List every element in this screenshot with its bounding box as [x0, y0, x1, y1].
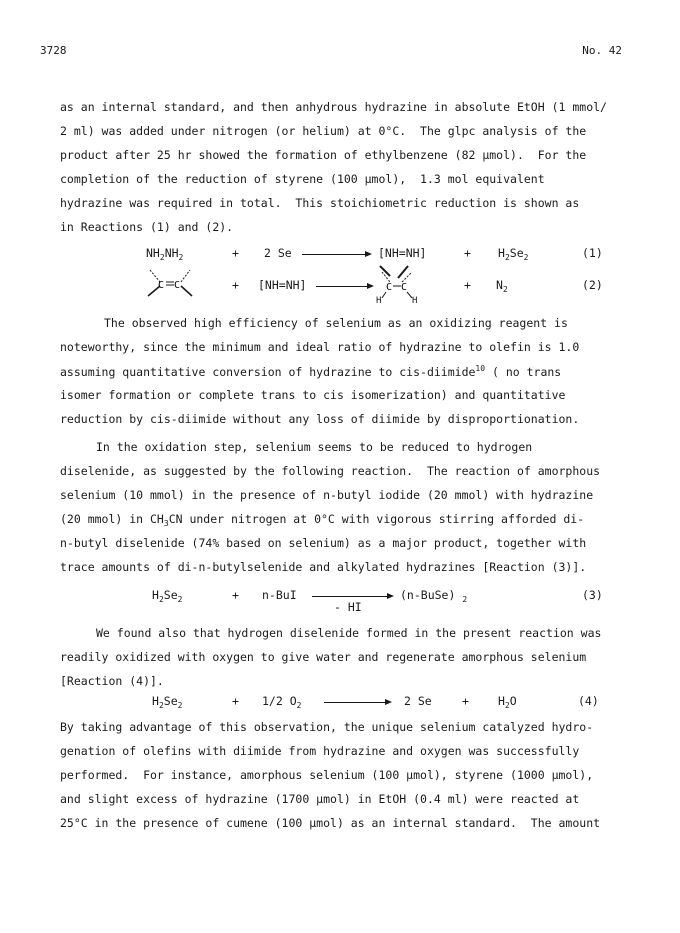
reaction-4-plus: + — [232, 694, 239, 708]
reference-superscript: 10 — [475, 364, 486, 373]
body-line: By taking advantage of this observation, the unique selenium catalyzed hydro- — [60, 720, 594, 734]
body-line: performed. For instance, amorphous selenium (100 μmol), styrene (1000 μmol), — [60, 768, 594, 782]
reaction-4-plus: + — [462, 694, 469, 708]
hydrogen-label-right: H — [412, 296, 418, 306]
reaction-3-label: (3) — [582, 588, 603, 602]
reaction-1-product-1: [NH=NH] — [378, 246, 427, 260]
body-line: reduction by cis-diimide without any loss of diimide by disproportionation. — [60, 412, 580, 426]
reaction-2-plus: + — [464, 278, 471, 292]
reaction-1-plus: + — [464, 246, 471, 260]
reaction-1-reactant-1: $NH_2NH_2$ — [146, 246, 184, 262]
issue-number: No. 42 — [582, 44, 622, 57]
reaction-4-reactant-1: $H_2Se_2$ — [152, 694, 183, 710]
reaction-2-reactant-2: [NH=NH] — [258, 278, 307, 292]
reaction-2-label: (2) — [582, 278, 603, 292]
reaction-1-product-2: $H_2Se_2$ — [498, 246, 529, 262]
body-line: n-butyl diselenide (74% based on selenium) as a major product, together with — [60, 536, 587, 550]
reaction-4-product-1: 2 Se — [404, 694, 432, 708]
body-line: 25°C in the presence of cumene (100 μmol) as an internal standard. The amount — [60, 816, 601, 830]
reaction-3-reactant-1: $H_2Se_2$ — [152, 588, 183, 604]
svg-text:C: C — [401, 282, 408, 293]
reaction-1-reactant-2: 2 Se — [264, 246, 292, 260]
reaction-3-below-arrow: - HI — [334, 600, 362, 614]
reaction-1-plus: + — [232, 246, 239, 260]
body-line: [Reaction (4)]. — [60, 674, 164, 688]
body-line: in Reactions (1) and (2). — [60, 220, 234, 234]
body-line: as an internal standard, and then anhydrous hydrazine in absolute EtOH (1 mmol/ — [60, 100, 607, 114]
reaction-2-plus: + — [232, 278, 239, 292]
body-line: diselenide, as suggested by the following reaction. The reaction of amorphous — [60, 464, 601, 478]
body-line: assuming quantitative conversion of hydrazine to cis-diimide$^{10}$ ( no trans — [60, 364, 562, 379]
reaction-4-reactant-2: 1/2 $O_2$ — [262, 694, 302, 710]
body-line: product after 25 hr showed the formation of ethylbenzene (82 μmol). For the — [60, 148, 587, 162]
body-line: and slight excess of hydrazine (1700 μmol) in EtOH (0.4 ml) were reacted at — [60, 792, 580, 806]
body-line: (20 mmol) in $CH_3CN$ under nitrogen at 0°C with vigorous stirring afforded di- — [60, 512, 585, 528]
page-number: 3728 — [40, 44, 67, 57]
body-line: genation of olefins with diimide from hydrazine and oxygen was successfully — [60, 744, 580, 758]
reaction-3-reactant-2: n-BuI — [262, 588, 297, 602]
reaction-4-product-2: $H_2O$ — [498, 694, 517, 710]
reaction-3-plus: + — [232, 588, 239, 602]
hydrogen-label-left: H — [376, 296, 382, 306]
body-line: hydrazine was required in total. This stoichiometric reduction is shown as — [60, 196, 580, 210]
olefin-structure — [138, 266, 198, 306]
body-line: 2 ml) was added under nitrogen (or helium) at 0°C. The glpc analysis of the — [60, 124, 587, 138]
body-line: readily oxidized with oxygen to give water and regenerate amorphous selenium — [60, 650, 587, 664]
svg-text:C: C — [158, 280, 165, 291]
body-line: selenium (10 mmol) in the presence of n-butyl iodide (20 mmol) with hydrazine — [60, 488, 594, 502]
body-line: We found also that hydrogen diselenide formed in the present reaction was — [96, 626, 602, 640]
body-line: isomer formation or complete trans to cis isomerization) and quantitative — [60, 388, 566, 402]
body-line: trace amounts of di-n-butylselenide and alkylated hydrazines [Reaction (3)]. — [60, 560, 587, 574]
svg-text:C: C — [174, 280, 181, 291]
reaction-4-arrow — [324, 702, 390, 703]
body-line: completion of the reduction of styrene (100 μmol), 1.3 mol equivalent — [60, 172, 545, 186]
reaction-3-product: (n-BuSe) $_2$ — [400, 588, 468, 604]
svg-text:C: C — [386, 282, 393, 293]
reaction-2-product-2: $N_2$ — [496, 278, 508, 294]
body-line: In the oxidation step, selenium seems to be reduced to hydrogen — [96, 440, 533, 454]
body-line: noteworthy, since the minimum and ideal ratio of hydrazine to olefin is 1.0 — [60, 340, 580, 354]
reaction-3-arrow — [312, 596, 392, 597]
reaction-1-arrow — [302, 254, 370, 255]
reaction-2-arrow — [316, 286, 372, 287]
body-line: The observed high efficiency of selenium as an oxidizing reagent is — [104, 316, 568, 330]
reaction-4-label: (4) — [578, 694, 599, 708]
reaction-1-label: (1) — [582, 246, 603, 260]
